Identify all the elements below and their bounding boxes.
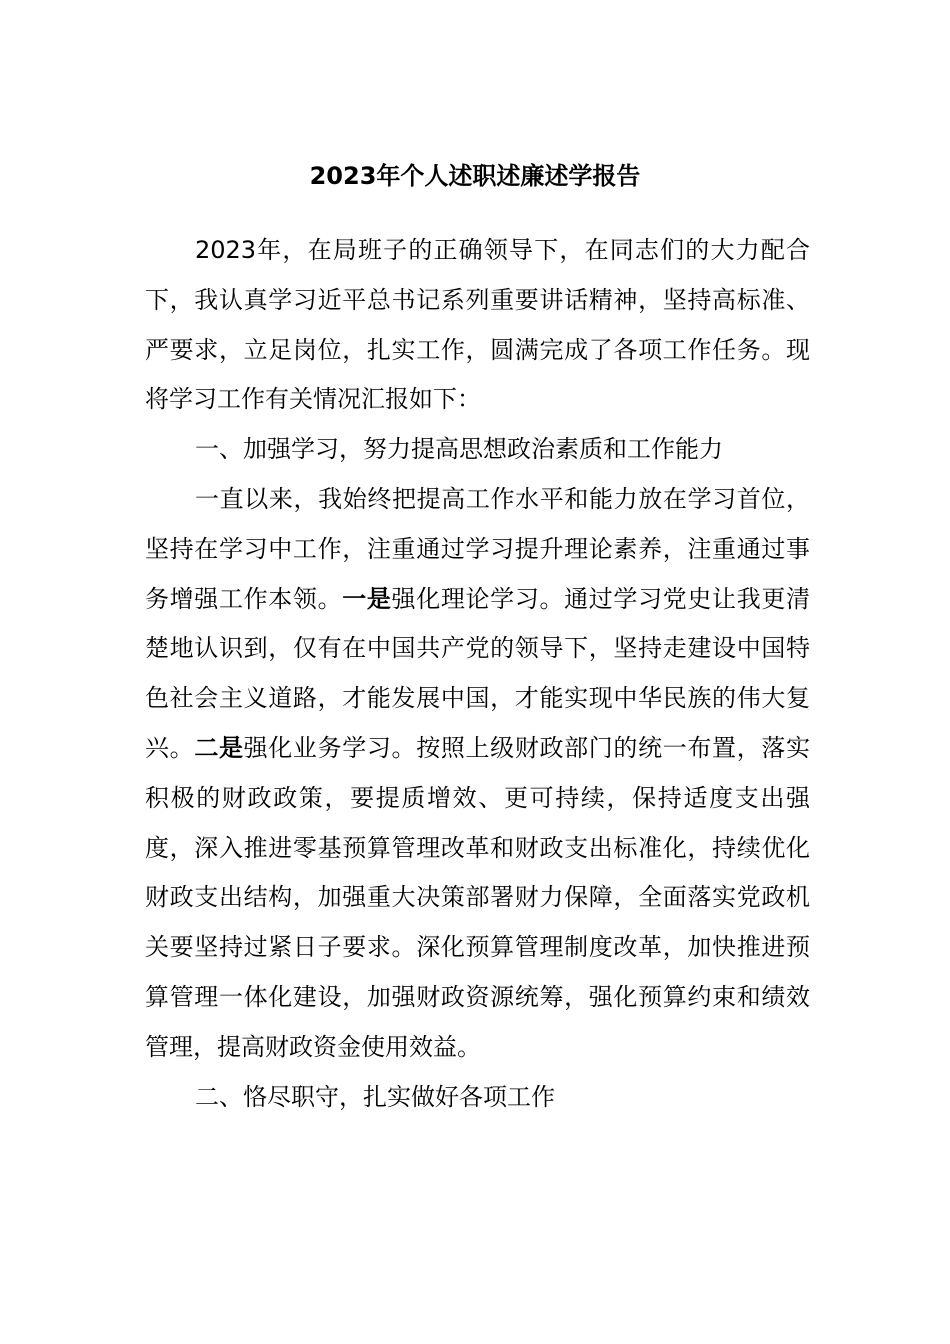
- section-1-paragraph: [145, 475, 810, 1073]
- document-body: [145, 226, 810, 1122]
- intro-paragraph: 2023年，在局班子的正确领导下，在同志们的大力配合下，我认真学习近平总书记系列重要讲话精神，坚持高标准、严要求，立足岗位，扎实工作，圆满完成了各项工作任务。现将学习工作有关情况汇报如下：: [145, 236, 810, 414]
- section-2-heading: 二、恪尽职守，扎实做好各项工作: [195, 1082, 555, 1111]
- first-point-text: 强化理论学习。通过学习党史让我更清楚地认识到，仅有在中国共产党的领导下，坚持走建设中国特色社会主义道路，才能发展中国，才能实现中华民族的伟大复兴。: [145, 584, 811, 762]
- first-point-label: 一是: [342, 584, 392, 613]
- second-point-text: 强化业务学习。按照上级财政部门的统一布置，落实积极的财政政策，要提质增效、更可持续，保持适度支出强度，深入推进零基预算管理改革和财政支出标准化，持续优化财政支出结构，加强重大决策部署财力保障，全面落实党政机关要坚持过紧日子要求。深化预算管理制度改革，加快推进预算管理一体化建设，加强财政资源统筹，强化预算约束和绩效管理，提高财政资金使用效益。: [145, 733, 811, 1061]
- section-1-heading: 一、加强学习，努力提高思想政治素质和工作能力: [195, 435, 723, 464]
- second-point-label: 二是: [194, 733, 244, 762]
- section-1-paragraph-lead: 一直以来，我始终把提高工作水平和能力放在学习首位，坚持在学习中工作，注重通过学习提升理论素养，注重通过事务增强工作本领。: [145, 484, 810, 613]
- document-title: 2023年个人述职述廉述学报告: [309, 162, 641, 190]
